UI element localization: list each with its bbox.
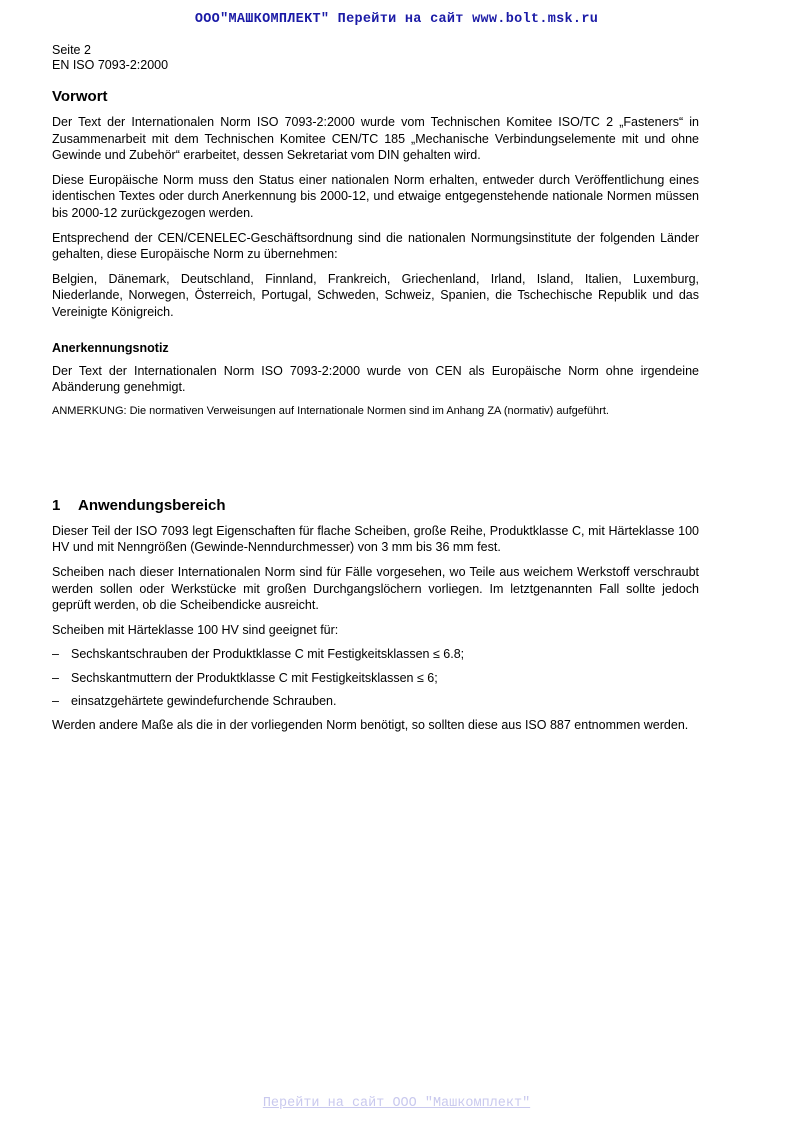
vorwort-paragraph: Der Text der Internationalen Norm ISO 7093-2:2000 wurde vom Technischen Komitee ISO/TC 2 „Fasteners“ in Zusammenarbeit mit dem Technischen Komitee CEN/TC 185 „Mechanische Verbindungselemente mit und ohne Gewinde und Zubehör“ erarbeitet, dessen Sekretariat vom DIN gehalten wird.	[52, 115, 699, 163]
section-number: 1	[52, 496, 61, 514]
anerkennung-paragraph: Der Text der Internationalen Norm ISO 7093-2:2000 wurde von CEN als Europäische Norm ohne irgendeine Abänderung genehmigt.	[52, 363, 699, 395]
scope-paragraph: Dieser Teil der ISO 7093 legt Eigenschaften für flache Scheiben, große Reihe, Produktklasse C, mit Härteklasse 100 HV und mit Nenngrößen (Gewinde-Nenndurchmesser) von 3 mm bis 36 mm fest.	[52, 523, 699, 555]
list-item: – einsatzgehärtete gewindefurchende Schrauben.	[52, 694, 337, 709]
standard-number: EN ISO 7093-2:2000	[52, 58, 169, 72]
scope-paragraph: Scheiben mit Härteklasse 100 HV sind geeignet für:	[52, 622, 339, 637]
top-site-link[interactable]: ООО"МАШКОМПЛЕКТ" Перейти на сайт www.bolt.msk.ru	[194, 12, 599, 27]
suitability-list	[52, 646, 699, 710]
country-list: Belgien, Dänemark, Deutschland, Finnland, Frankreich, Griechenland, Irland, Island, Italien, Luxemburg, Niederlande, Norwegen, Österreich, Portugal, Schweden, Schweiz, Spanien, die Tschechische Republik und das Vereinigte Königreich.	[52, 271, 699, 319]
document-page	[52, 43, 699, 742]
list-item: – Sechskantmuttern der Produktklasse C mit Festigkeitsklassen ≤ 6;	[52, 670, 438, 685]
anerkennung-heading: Anerkennungsnotiz	[52, 340, 169, 355]
section-title: Anwendungsbereich	[78, 496, 226, 514]
bottom-site-link[interactable]: Перейти на сайт ООО "Машкомплект"	[262, 1096, 531, 1111]
section-1-heading	[52, 497, 699, 515]
vorwort-paragraph: Diese Europäische Norm muss den Status einer nationalen Norm erhalten, entweder durch Veröffentlichung eines identischen Textes oder durch Anerkennung bis 2000-12, und etwaige entgegenstehende nationale Normen müssen bis 2000-12 zurückgezogen werden.	[52, 172, 699, 220]
page-number: Seite 2	[52, 43, 91, 57]
vorwort-heading: Vorwort	[52, 88, 108, 105]
vorwort-paragraph: Entsprechend der CEN/CENELEC-Geschäftsordnung sind die nationalen Normungsinstitute der folgenden Länder gehalten, diese Europäische Norm zu übernehmen:	[52, 230, 699, 262]
anerkennung-note: ANMERKUNG: Die normativen Verweisungen auf Internationale Normen sind im Anhang ZA (normativ) aufgeführt.	[52, 404, 609, 417]
list-item: – Sechskantschrauben der Produktklasse C mit Festigkeitsklassen ≤ 6.8;	[52, 647, 465, 662]
scope-closing: Werden andere Maße als die in der vorliegenden Norm benötigt, so sollten diese aus ISO 887 entnommen werden.	[52, 718, 689, 733]
scope-paragraph: Scheiben nach dieser Internationalen Norm sind für Fälle vorgesehen, wo Teile aus weichem Werkstoff verschraubt werden sollen oder Werkstücke mit großen Durchgangslöchern vorliegen. Im letztgenannten Fall sollte jedoch geprüft werden, ob die Scheibendicke ausreicht.	[52, 564, 699, 613]
